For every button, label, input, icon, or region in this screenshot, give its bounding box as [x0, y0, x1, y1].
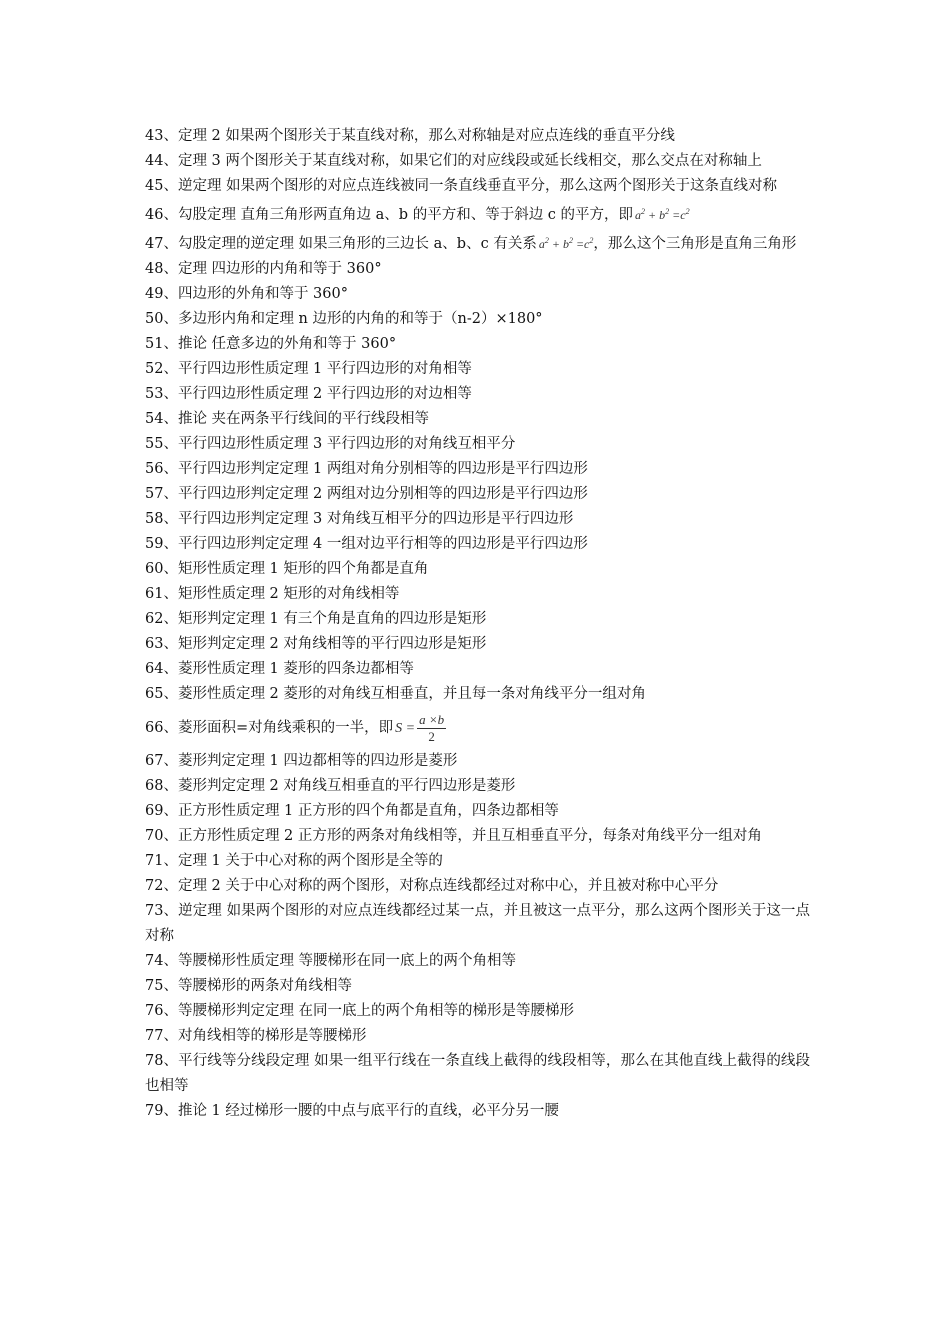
theorem-61: 61、矩形性质定理 2 矩形的对角线相等 — [145, 586, 400, 602]
theorem-62: 62、矩形判定定理 1 有三个角是直角的四边形是矩形 — [145, 611, 487, 627]
theorem-47 — [145, 228, 810, 257]
theorem-56: 56、平行四边形判定定理 1 两组对角分别相等的四边形是平行四边形 — [145, 461, 588, 477]
theorem-53: 53、平行四边形性质定理 2 平行四边形的对边相等 — [145, 386, 472, 402]
theorem-57: 57、平行四边形判定定理 2 两组对边分别相等的四边形是平行四边形 — [145, 486, 588, 502]
theorem-74: 74、等腰梯形性质定理 等腰梯形在同一底上的两个角相等 — [145, 953, 517, 969]
document-page — [145, 124, 810, 1124]
theorem-59: 59、平行四边形判定定理 4 一组对边平行相等的四边形是平行四边形 — [145, 536, 588, 552]
theorem-47-text-before: 47、勾股定理的逆定理 如果三角形的三边长 a、b、c 有关系 — [145, 236, 537, 252]
theorem-46 — [145, 199, 810, 228]
theorem-78: 78、平行线等分线段定理 如果一组平行线在一条直线上截得的线段相等，那么在其他直线上截得的线段也相等 — [145, 1053, 810, 1094]
theorem-54: 54、推论 夹在两条平行线间的平行线段相等 — [145, 411, 430, 427]
theorem-67: 67、菱形判定定理 1 四边都相等的四边形是菱形 — [145, 753, 458, 769]
theorem-66-text: 66、菱形面积=对角线乘积的一半，即 — [145, 720, 394, 736]
rhombus-area-fraction — [417, 712, 446, 745]
theorem-79: 79、推论 1 经过梯形一腰的中点与底平行的直线，必平分另一腰 — [145, 1103, 559, 1119]
theorem-63: 63、矩形判定定理 2 对角线相等的平行四边形是矩形 — [145, 636, 487, 652]
theorem-58: 58、平行四边形判定定理 3 对角线互相平分的四边形是平行四边形 — [145, 511, 574, 527]
theorem-70: 70、正方形性质定理 2 正方形的两条对角线相等，并且互相垂直平分，每条对角线平分一组对角 — [145, 828, 762, 844]
theorem-52: 52、平行四边形性质定理 1 平行四边形的对角相等 — [145, 361, 472, 377]
theorem-46-text: 46、勾股定理 直角三角形两直角边 a、b 的平方和、等于斜边 c 的平方，即 — [145, 207, 634, 223]
theorem-60: 60、矩形性质定理 1 矩形的四个角都是直角 — [145, 561, 429, 577]
theorem-64: 64、菱形性质定理 1 菱形的四条边都相等 — [145, 661, 414, 677]
theorem-43: 43、定理 2 如果两个图形关于某直线对称，那么对称轴是对应点连线的垂直平分线 — [145, 128, 675, 144]
theorem-68: 68、菱形判定定理 2 对角线互相垂直的平行四边形是菱形 — [145, 778, 516, 794]
theorem-71: 71、定理 1 关于中心对称的两个图形是全等的 — [145, 853, 443, 869]
area-variable: S = — [395, 721, 416, 736]
theorem-65: 65、菱形性质定理 2 菱形的对角线互相垂直，并且每一条对角线平分一组对角 — [145, 686, 646, 702]
pythagoras-formula: $a^2 + b^2 =c^2$ — [635, 207, 690, 222]
theorem-50: 50、多边形内角和定理 n 边形的内角的和等于（n-2）×180° — [145, 311, 543, 327]
theorem-72: 72、定理 2 关于中心对称的两个图形，对称点连线都经过对称中心，并且被对称中心平分 — [145, 878, 719, 894]
theorem-44: 44、定理 3 两个图形关于某直线对称，如果它们的对应线段或延长线相交，那么交点在对称轴上 — [145, 153, 762, 169]
theorem-47-text-after: ，那么这个三角形是直角三角形 — [593, 236, 797, 252]
theorem-66 — [145, 707, 810, 749]
theorem-48: 48、定理 四边形的内角和等于 360° — [145, 261, 382, 277]
fraction-denominator: 2 — [428, 728, 435, 744]
theorem-73: 73、逆定理 如果两个图形的对应点连线都经过某一点，并且被这一点平分，那么这两个图形关于这一点对称 — [145, 903, 810, 944]
theorem-69: 69、正方形性质定理 1 正方形的四个角都是直角，四条边都相等 — [145, 803, 559, 819]
fraction-numerator: a ×b — [419, 711, 445, 727]
theorem-51: 51、推论 任意多边的外角和等于 360° — [145, 336, 397, 352]
theorem-49: 49、四边形的外角和等于 360° — [145, 286, 348, 302]
theorem-77: 77、对角线相等的梯形是等腰梯形 — [145, 1028, 367, 1044]
theorem-76: 76、等腰梯形判定定理 在同一底上的两个角相等的梯形是等腰梯形 — [145, 1003, 575, 1019]
pythagoras-converse-formula: $a^2 + b^2 =c^2$ — [538, 236, 594, 251]
theorem-75: 75、等腰梯形的两条对角线相等 — [145, 978, 352, 994]
theorem-45: 45、逆定理 如果两个图形的对应点连线被同一条直线垂直平分，那么这两个图形关于这条直线对称 — [145, 178, 778, 194]
theorem-55: 55、平行四边形性质定理 3 平行四边形的对角线互相平分 — [145, 436, 516, 452]
